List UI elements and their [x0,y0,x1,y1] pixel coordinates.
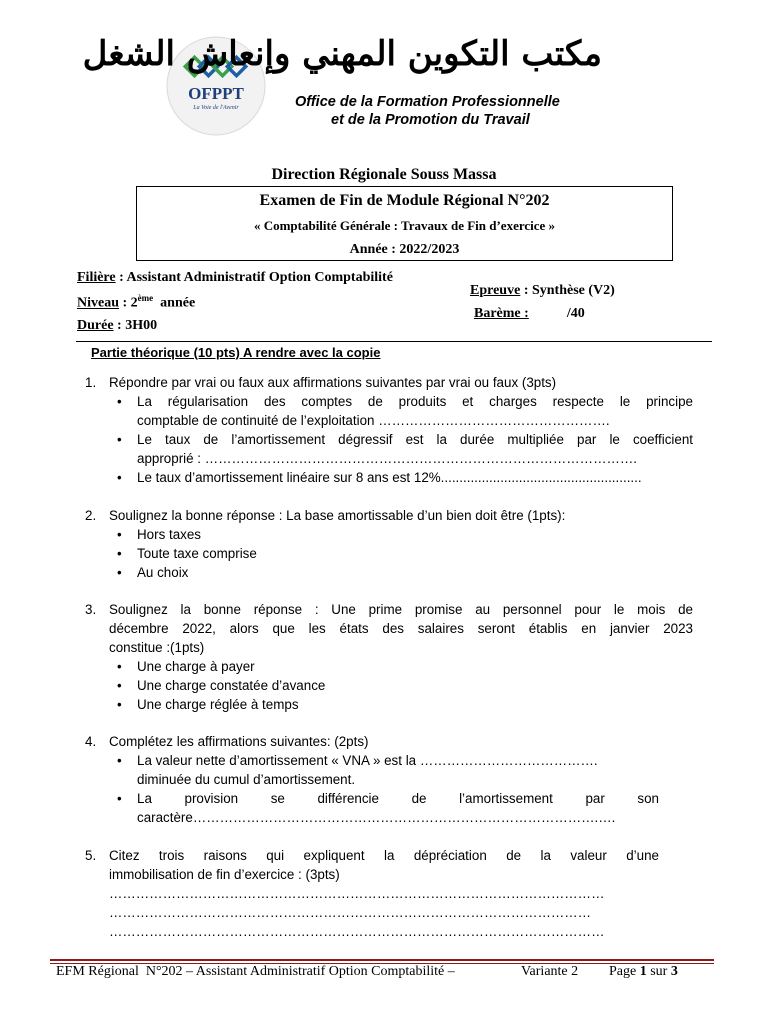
footer-text: EFM Régional N°202 – Assistant Administratif Option Comptabilité – [56,964,455,979]
bullet-icon: • [117,659,122,674]
question-number: 1. [85,375,97,390]
niveau-after: année [153,295,196,311]
page-current: 1 [639,964,647,979]
page-mid: sur [646,964,671,979]
filiere-field [77,270,393,286]
option-item: Hors taxes [137,527,201,542]
option-item: Toute taxe comprise [137,546,257,561]
question-text: Répondre par vrai ou faux aux affirmations suivantes par vrai ou faux (3pts) [109,375,557,390]
bullet-icon: • [117,546,122,561]
bareme-value: /40 [566,306,585,321]
statement-text: Le taux d’amortissement linéaire sur 8 ans est 12%...................................................... [137,470,642,485]
answer-line: ………………………………………………………………………………………………… [109,886,605,901]
bullet-icon: • [117,527,122,542]
separator-line [76,341,712,342]
niveau-field [77,293,195,312]
option-item: Une charge à payer [137,659,255,674]
bullet-icon: • [117,565,122,580]
question-number: 3. [85,602,97,617]
direction-title: Direction Régionale Souss Massa [271,166,497,183]
answer-line: ……………………………………………………………………………………………… [109,905,592,920]
office-name-line1: Office de la Formation Professionnelle [295,94,560,110]
exam-subtitle: « Comptabilité Générale : Travaux de Fin d’exercice » [253,218,556,233]
answer-line: ………………………………………………………………………………………………… [109,924,605,939]
duree-field [77,318,157,334]
bareme-label: Barème : [474,306,529,321]
duree-label: Durée [77,318,114,333]
question-text: Complétez les affirmations suivantes: (2pts) [109,734,369,749]
question-text: Citez trois raisons qui expliquent la dépréciation de la valeur d’une [109,848,659,863]
epreuve-field [470,283,615,299]
statement-text: comptable de continuité de l’exploitation ……………………………………………. [137,413,610,428]
niveau-sup: ème [137,293,154,303]
statement-text: approprié : ……………………………………………………………………………………. [137,451,637,466]
filiere-label: Filière [77,270,116,285]
exam-title: Examen de Fin de Module Régional N°202 [259,192,550,209]
duree-value: : 3H00 [113,318,158,333]
exam-year: Année : 2022/2023 [349,242,460,257]
question-text: décembre 2022, alors que les états des salaires seront établis en janvier 2023 [109,621,693,636]
question-text: constitue :(1pts) [109,640,205,655]
bullet-icon: • [117,791,122,806]
option-item: Au choix [137,565,189,580]
statement-text: Le taux de l’amortissement dégressif est la durée multipliée par le coefficient [137,432,693,447]
statement-text: diminuée du cumul d’amortissement. [137,772,356,787]
footer-rule [50,959,714,961]
question-number: 5. [85,848,97,863]
option-item: Une charge réglée à temps [137,697,299,712]
office-name-line2: et de la Promotion du Travail [331,112,530,128]
question-text: immobilisation de fin d’exercice : (3pts) [109,867,340,882]
statement-text: La régularisation des comptes de produits et charges respecte le principe [137,394,693,409]
page-number [609,964,678,980]
bullet-icon: • [117,678,122,693]
bullet-icon: • [117,394,122,409]
section-heading: Partie théorique (10 pts) A rendre avec la copie [91,345,381,360]
question-text: Soulignez la bonne réponse : Une prime promise au personnel pour le mois de [109,602,693,617]
bullet-icon: • [117,432,122,447]
niveau-value: : 2 [119,295,138,311]
logo-text: OFPPT [188,84,244,103]
filiere-value: : Assistant Administratif Option Comptabilité [115,270,393,285]
footer-variant: Variante 2 [521,964,579,979]
logo-tagline: La Voie de l'Avenir [193,105,239,111]
bullet-icon: • [117,753,122,768]
bullet-icon: • [117,697,122,712]
question-text: Soulignez la bonne réponse : La base amortissable d’un bien doit être (1pts): [109,508,566,523]
bareme-field [474,306,585,322]
statement-text: caractère……………………………………………………………………………….…. [137,810,616,825]
arabic-title: مكتب التكوين المهني وإنعاش الشغل [82,34,602,74]
bullet-icon: • [117,470,122,485]
page-prefix: Page [609,964,640,979]
statement-text: La valeur nette d’amortissement « VNA » est la …………………………………. [137,753,598,768]
option-item: Une charge constatée d’avance [137,678,326,693]
epreuve-label: Epreuve [470,283,521,298]
question-number: 2. [85,508,97,523]
niveau-label: Niveau [77,295,119,311]
epreuve-value: : Synthèse (V2) [520,283,615,298]
statement-text: La provision se différencie de l’amortissement par son [137,791,659,806]
page-total: 3 [670,964,678,979]
question-number: 4. [85,734,97,749]
